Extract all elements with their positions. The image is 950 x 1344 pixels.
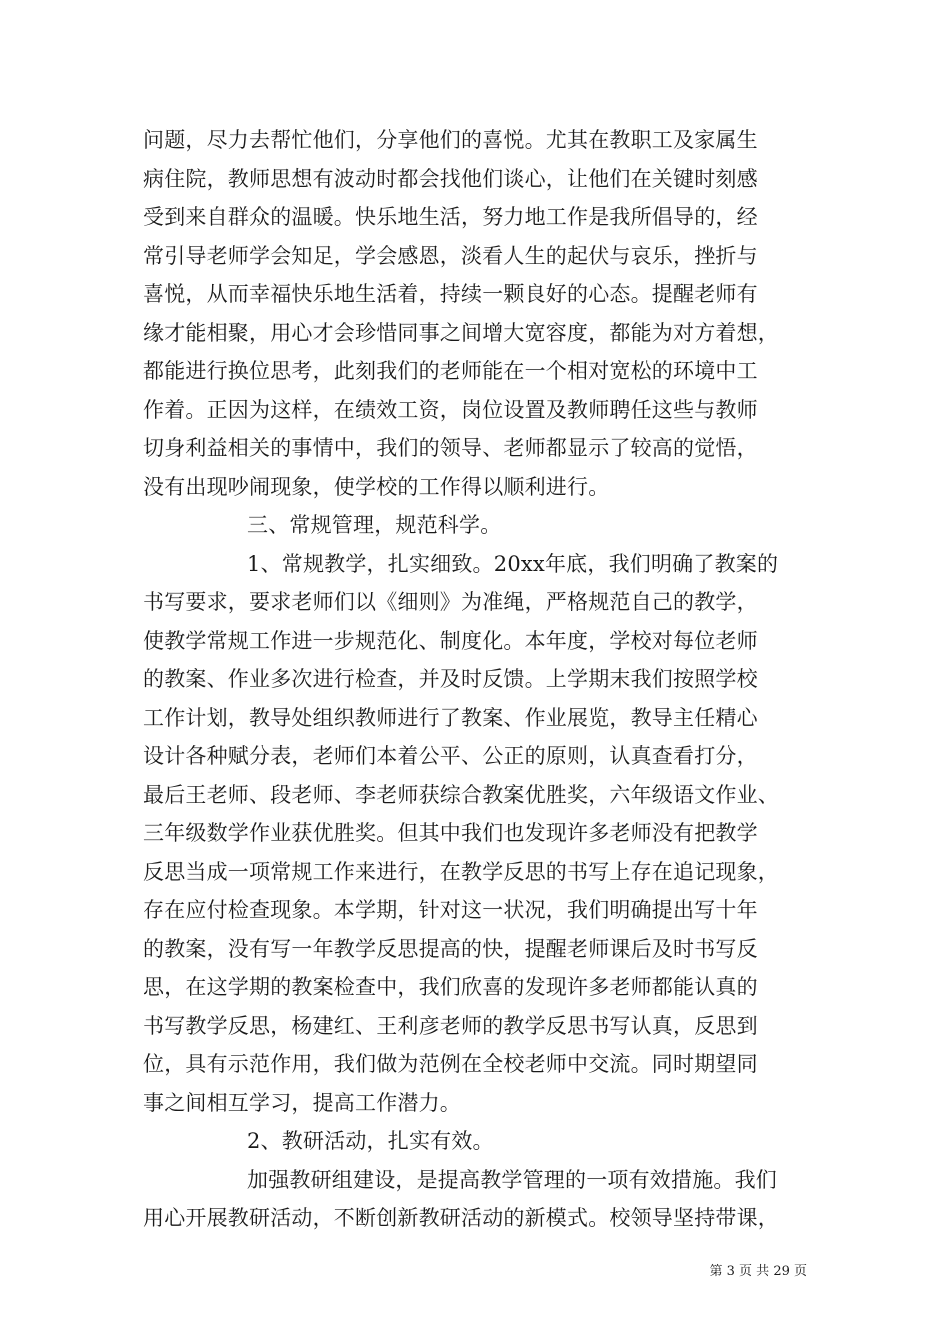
text-line: 三年级数学作业获优胜奖。但其中我们也发现许多老师没有把教学 (143, 821, 758, 845)
text-line: 作着。正因为这样，在绩效工资，岗位设置及教师聘任这些与教师 (143, 397, 758, 422)
text-line: 工作计划，教导处组织教师进行了教案、作业展览，教导主任精心 (143, 705, 758, 730)
text-line: 最后王老师、段老师、李老师获综合教案优胜奖，六年级语文作业、 (143, 782, 779, 807)
text-line: 设计各种赋分表，老师们本着公平、公正的原则，认真查看打分， (143, 744, 758, 768)
text-line: 使教学常规工作进一步规范化、制度化。本年度，学校对每位老师 (143, 628, 758, 653)
text-line: 反思当成一项常规工作来进行，在教学反思的书写上存在追记现象， (143, 859, 779, 884)
text-line: 没有出现吵闹现象，使学校的工作得以顺利进行。 (143, 474, 610, 499)
text-line: 1、常规教学，扎实细致。20xx年底，我们明确了教案的 (247, 551, 779, 576)
text-line: 书写教学反思，杨建红、王利彦老师的教学反思书写认真，反思到 (143, 1013, 758, 1038)
text-line: 都能进行换位思考，此刻我们的老师能在一个相对宽松的环境中工 (143, 359, 758, 383)
page-number-footer: 第 3 页 共 29 页 (709, 1264, 807, 1279)
text-line: 事之间相互学习，提高工作潜力。 (143, 1090, 461, 1115)
text-line: 用心开展教研活动，不断创新教研活动的新模式。校领导坚持带课， (143, 1206, 779, 1230)
text-line: 缘才能相聚，用心才会珍惜同事之间增大宽容度，都能为对方着想， (143, 320, 779, 345)
document-body (143, 121, 823, 1238)
text-line: 问题，尽力去帮忙他们，分享他们的喜悦。尤其在教职工及家属生 (143, 128, 758, 152)
text-line: 存在应付检查现象。本学期，针对这一状况，我们明确提出写十年 (143, 898, 758, 922)
text-line: 的教案、作业多次进行检查，并及时反馈。上学期末我们按照学校 (143, 667, 758, 691)
text-line: 思，在这学期的教案检查中，我们欣喜的发现许多老师都能认真的 (143, 975, 758, 999)
text-line: 的教案，没有写一年教学反思提高的快，提醒老师课后及时书写反 (143, 936, 758, 961)
text-line: 位，具有示范作用，我们做为范例在全校老师中交流。同时期望同 (143, 1052, 758, 1076)
text-line: 切身利益相关的事情中，我们的领导、老师都显示了较高的觉悟， (143, 436, 758, 460)
text-line: 书写要求，要求老师们以《细则》为准绳，严格规范自己的教学， (143, 590, 758, 614)
text-line: 三、常规管理，规范科学。 (247, 513, 502, 537)
text-line: 喜悦，从而幸福快乐地生活着，持续一颗良好的心态。提醒老师有 (143, 282, 758, 306)
text-line: 病住院，教师思想有波动时都会找他们谈心，让他们在关键时刻感 (143, 166, 758, 191)
text-line: 加强教研组建设，是提高教学管理的一项有效措施。我们 (247, 1167, 777, 1192)
text-line: 常引导老师学会知足，学会感恩，淡看人生的起伏与哀乐，挫折与 (143, 243, 758, 268)
text-line: 受到来自群众的温暖。快乐地生活，努力地工作是我所倡导的，经 (143, 205, 758, 229)
text-line: 2、教研活动，扎实有效。 (247, 1129, 494, 1153)
